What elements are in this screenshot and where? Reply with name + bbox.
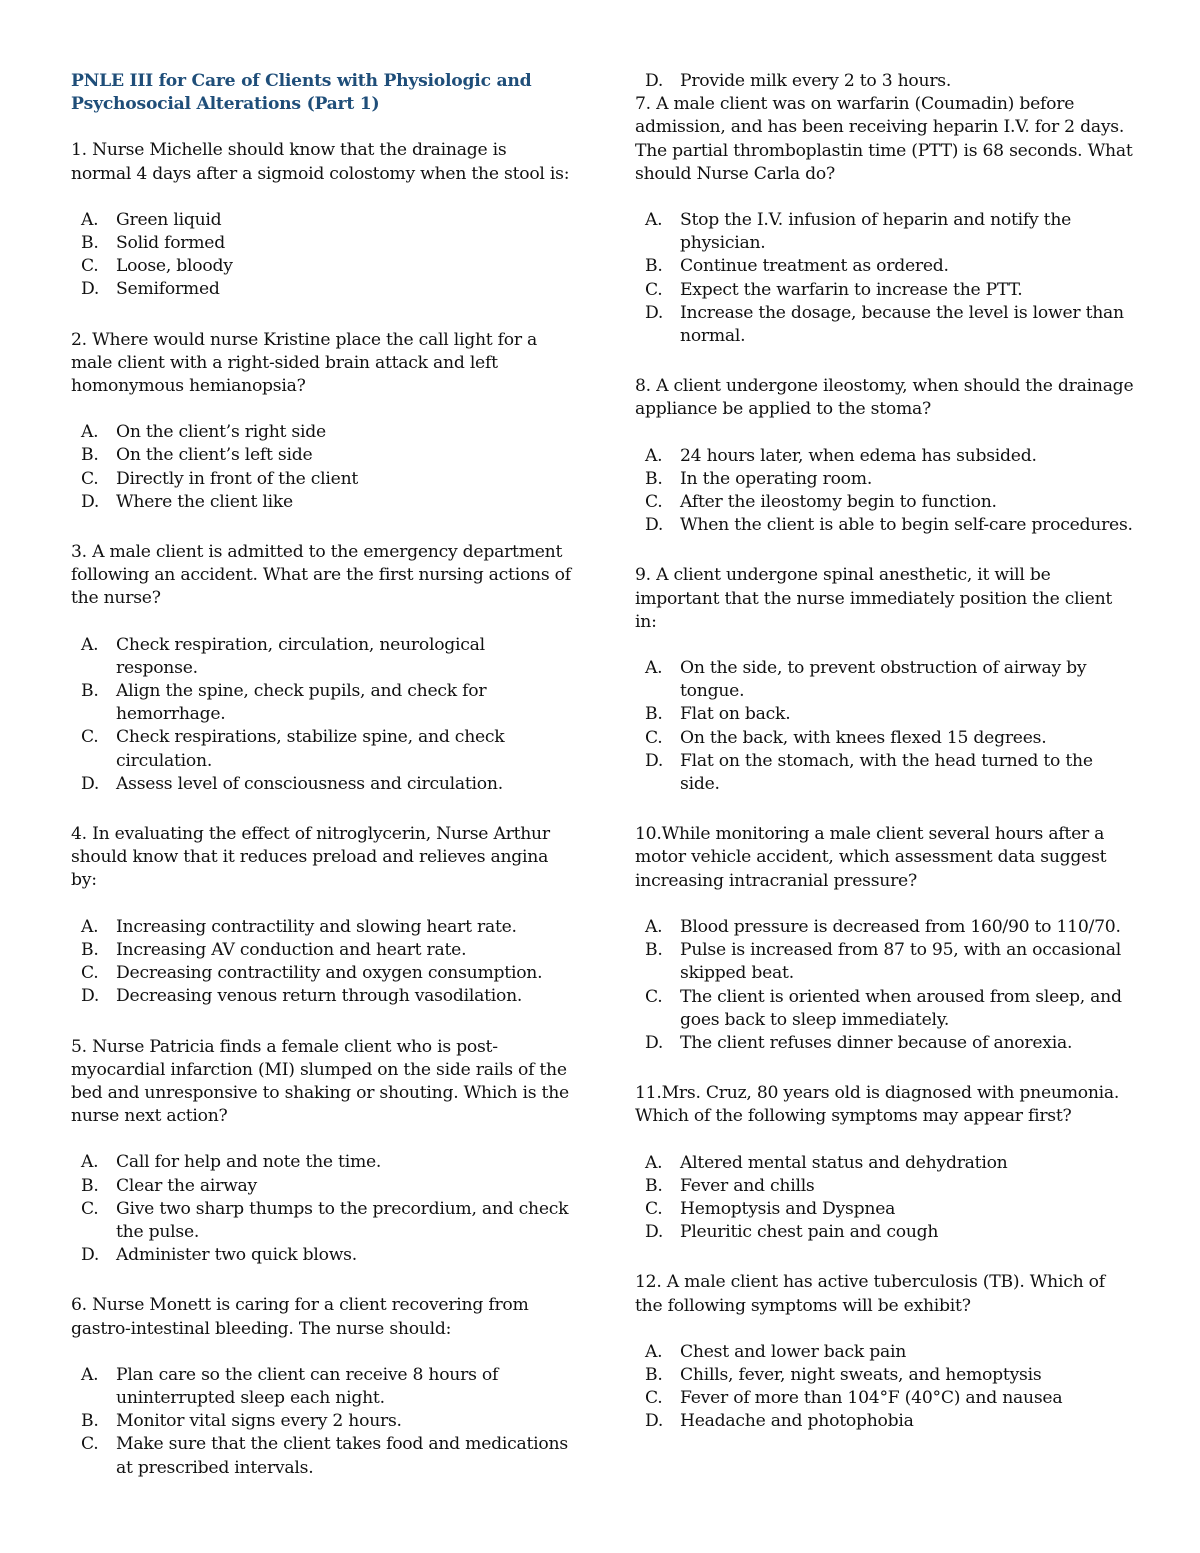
options-list-continued [635, 70, 1135, 93]
option-a: A. 24 hours later, when edema has subsided. [645, 445, 1037, 466]
option-b: B. Flat on back. [645, 704, 791, 725]
question-stem: 1. Nurse Michelle should know that the drainage is normal 4 days after a sigmoid colostomy when the stool is: [71, 140, 570, 184]
option-a: A. Chest and lower back pain [645, 1341, 907, 1362]
option-a: A. Increasing contractility and slowing heart rate. [81, 916, 517, 937]
options-list [635, 916, 1135, 1055]
question-8 [635, 375, 1135, 537]
question-1 [71, 139, 571, 301]
question-2 [71, 329, 571, 514]
question-3 [71, 541, 571, 796]
question-11 [635, 1082, 1135, 1244]
option-b: B. Fever and chills [645, 1175, 815, 1196]
question-stem: 5. Nurse Patricia finds a female client who is post-myocardial infarction (MI) slumped on the side rails of the bed and unresponsive to shaking or shouting. Which is the nurse next action? [71, 1036, 569, 1127]
option-c: C. On the back, with knees flexed 15 degrees. [645, 727, 1047, 748]
options-list [71, 421, 571, 514]
option-c: C. The client is oriented when aroused from sleep, and goes back to sleep immediately. [645, 986, 1122, 1030]
option-a: A. Blood pressure is decreased from 160/90 to 110/70. [645, 916, 1121, 937]
question-stem: 10.While monitoring a male client several hours after a motor vehicle accident, which assessment data suggest increasing intracranial pressure? [635, 824, 1107, 891]
question-stem: 8. A client undergone ileostomy, when should the drainage appliance be applied to the stoma? [635, 376, 1134, 420]
option-c: C. Loose, bloody [81, 256, 233, 277]
option-c: C. Directly in front of the client [81, 468, 359, 489]
option-c: C. Fever of more than 104°F (40°C) and nausea [645, 1388, 1063, 1409]
question-stem: 9. A client undergone spinal anesthetic, it will be important that the nurse immediately position the client in: [635, 565, 1113, 632]
question-stem: 11.Mrs. Cruz, 80 years old is diagnosed with pneumonia. Which of the following symptoms may appear first? [635, 1083, 1120, 1127]
question-12 [635, 1271, 1135, 1433]
question-5 [71, 1036, 571, 1268]
option-b: B. Clear the airway [81, 1175, 257, 1196]
option-c: C. Decreasing contractility and oxygen consumption. [81, 963, 543, 984]
option-c: C. Check respirations, stabilize spine, and check circulation. [81, 727, 505, 771]
option-a: A. Check respiration, circulation, neurological response. [81, 634, 485, 678]
left-column [71, 70, 571, 1507]
option-b: B. Continue treatment as ordered. [645, 256, 949, 277]
options-list [71, 1151, 571, 1267]
options-list [635, 445, 1135, 538]
options-list [71, 1364, 571, 1480]
question-stem: 2. Where would nurse Kristine place the call light for a male client with a right-sided brain attack and left homonymous hemianopsia? [71, 329, 538, 397]
option-d: D. Semiformed [81, 279, 220, 300]
option-b: B. Increasing AV conduction and heart rate. [81, 939, 467, 960]
options-list [71, 634, 571, 796]
right-column [635, 70, 1135, 1461]
option-d: D. Increase the dosage, because the level is lower than normal. [645, 302, 1124, 347]
option-d: D. Provide milk every 2 to 3 hours. [645, 71, 952, 91]
question-9 [635, 564, 1135, 796]
option-c: C. Hemoptysis and Dyspnea [645, 1198, 896, 1219]
options-list [635, 209, 1135, 348]
option-b: B. Chills, fever, night sweats, and hemoptysis [645, 1364, 1042, 1385]
page-title: PNLE III for Care of Clients with Physiologic and Psychosocial Alterations (Part 1) [71, 71, 532, 115]
option-d: D. Where the client like [81, 491, 293, 512]
option-d: D. Decreasing venous return through vasodilation. [81, 986, 523, 1007]
option-d: D. The client refuses dinner because of anorexia. [645, 1032, 1073, 1053]
option-a: A. Green liquid [81, 209, 222, 230]
question-10 [635, 823, 1135, 1055]
option-a: A. Stop the I.V. infusion of heparin and notify the physician. [645, 210, 1072, 254]
options-list [635, 1341, 1135, 1434]
options-list [635, 657, 1135, 796]
option-d: D. Pleuritic chest pain and cough [645, 1222, 939, 1243]
option-b: B. Monitor vital signs every 2 hours. [81, 1411, 402, 1432]
option-a: A. On the side, to prevent obstruction of airway by tongue. [645, 658, 1087, 702]
option-d: D. When the client is able to begin self-care procedures. [645, 515, 1133, 536]
options-list [71, 209, 571, 302]
question-stem: 12. A male client has active tuberculosis (TB). Which of the following symptoms will be exhibit? [635, 1272, 1105, 1316]
question-6 [71, 1294, 571, 1479]
option-d: D. Headache and photophobia [645, 1411, 914, 1432]
option-c: C. Give two sharp thumps to the precordium, and check the pulse. [81, 1198, 569, 1242]
option-a: A. Plan care so the client can receive 8 hours of uninterrupted sleep each night. [81, 1364, 499, 1408]
question-stem: 7. A male client was on warfarin (Coumadin) before admission, and has been receiving heparin I.V. for 2 days. The partial thromboplastin time (PTT) is 68 seconds. What should Nurse Carla do? [635, 94, 1133, 184]
question-4 [71, 823, 571, 1008]
question-7 [635, 93, 1135, 348]
options-list [71, 916, 571, 1009]
option-d: D. Administer two quick blows. [81, 1245, 357, 1266]
options-list [635, 1152, 1135, 1245]
option-b: B. Align the spine, check pupils, and check for hemorrhage. [81, 681, 487, 725]
option-a: A. Call for help and note the time. [81, 1152, 382, 1173]
option-a: A. Altered mental status and dehydration [645, 1152, 1008, 1173]
option-a: A. On the client’s right side [81, 422, 326, 443]
question-stem: 4. In evaluating the effect of nitroglycerin, Nurse Arthur should know that it reduces preload and relieves angina by: [71, 824, 550, 891]
option-b: B. Pulse is increased from 87 to 95, with an occasional skipped beat. [645, 940, 1121, 984]
option-d: D. Assess level of consciousness and circulation. [81, 773, 503, 794]
question-stem: 6. Nurse Monett is caring for a client recovering from gastro-intestinal bleeding. The nurse should: [71, 1295, 529, 1339]
option-c: C. Expect the warfarin to increase the PTT. [645, 279, 1023, 300]
option-c: C. After the ileostomy begin to function. [645, 492, 997, 513]
question-stem: 3. A male client is admitted to the emergency department following an accident. What are the first nursing actions of the nurse? [71, 542, 571, 609]
option-d: D. Flat on the stomach, with the head turned to the side. [645, 750, 1093, 795]
option-b: B. Solid formed [81, 233, 225, 254]
option-c: C. Make sure that the client takes food and medications at prescribed intervals. [81, 1434, 568, 1478]
option-b: B. On the client’s left side [81, 445, 313, 466]
option-b: B. In the operating room. [645, 468, 873, 489]
